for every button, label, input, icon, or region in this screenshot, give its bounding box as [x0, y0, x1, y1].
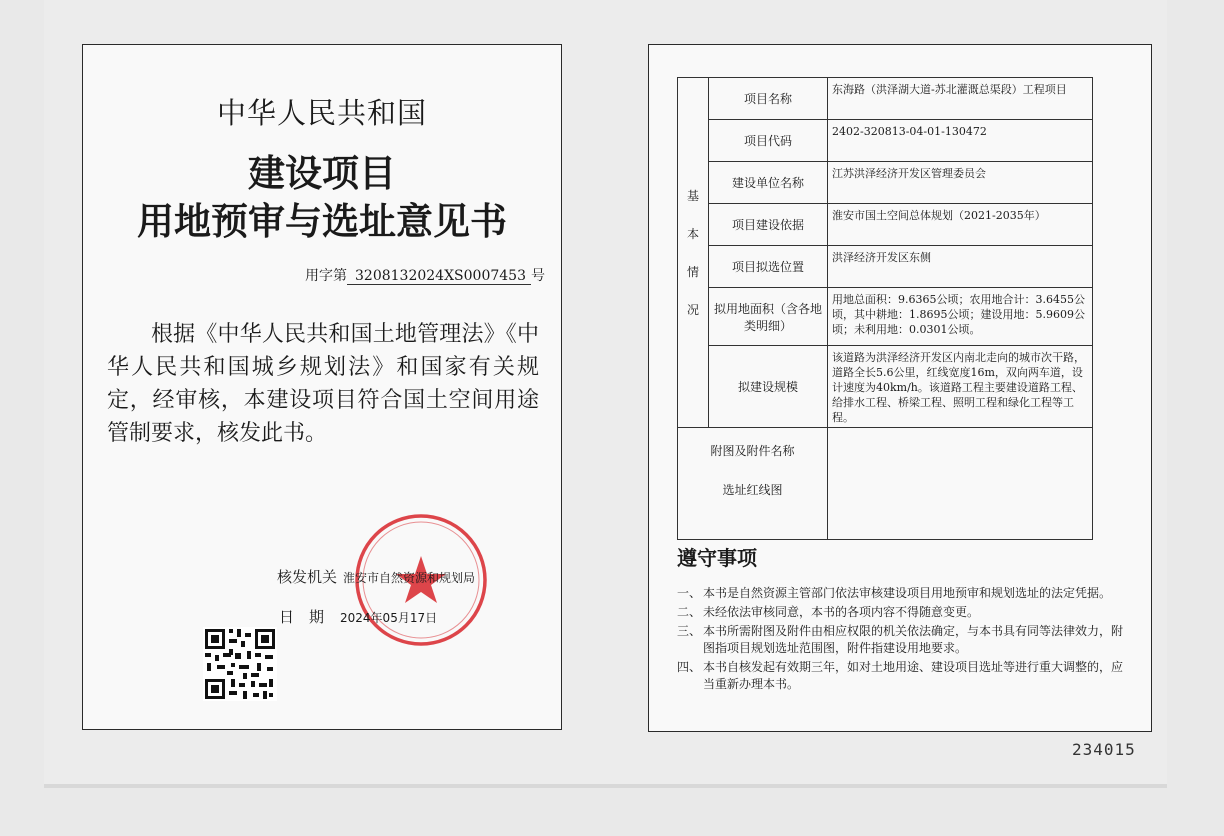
basic-info-table [677, 77, 1093, 540]
notice-item: 三、 本书所需附图及附件由相应权限的机关依法确定，与本书具有同等法律效力，附图指项目规划选址范围图，附件指建设用地要求。 [677, 624, 1124, 655]
row-value-scale: 该道路为洪泽经济开发区内南北走向的城市次干路，道路全长5.6公里，红线宽度16m，双向两车道，设计速度为40km/h。该道路工程主要建设道路工程、给排水工程、桥梁工程、照明工程和绿化工程等工程。 [828, 346, 1093, 428]
issuer-name: 淮安市自然资源和规划局 [343, 571, 476, 585]
attachment-item: 选址红线图 [722, 483, 783, 497]
notice-item: 二、 未经依法审核同意，本书的各项内容不得随意变更。 [677, 605, 980, 619]
date-label: 日 期 [279, 608, 325, 626]
notice-item: 一、 本书是自然资源主管部门依法审核建设项目用地预审和规划选址的法定凭据。 [677, 586, 1112, 600]
date-value: 2024年05月17日 [340, 611, 438, 625]
certificate-back-page [648, 44, 1152, 732]
document-number [305, 265, 545, 285]
qr-code [203, 627, 277, 701]
notice-list [677, 585, 1123, 695]
row-label-project-code: 项目代码 [709, 120, 828, 162]
row-value-land-area: 用地总面积：9.6365公顷；农用地合计：3.6455公顷，其中耕地：1.8695公顷；建设用地：5.9609公顷；未利用地：0.0301公顷。 [828, 288, 1093, 346]
title-line-2: 用地预审与选址意见书 [137, 200, 507, 243]
row-value-project-code: 2402-320813-04-01-130472 [828, 120, 1093, 162]
row-value-location: 洪泽经济开发区东侧 [828, 246, 1093, 288]
issuer-label: 核发机关 [277, 568, 338, 586]
row-value-basis: 淮安市国土空间总体规划（2021-2035年） [828, 204, 1093, 246]
document-number-suffix: 号 [531, 268, 545, 284]
row-label-developer: 建设单位名称 [709, 162, 828, 204]
country-heading: 中华人民共和国 [216, 96, 427, 130]
attachments-empty [828, 428, 1093, 540]
attachments-cell [678, 428, 828, 540]
row-value-developer: 江苏洪泽经济开发区管理委员会 [828, 162, 1093, 204]
row-label-location: 项目拟选位置 [709, 246, 828, 288]
certificate-front-page [82, 44, 562, 730]
approval-statement: 根据《中华人民共和国土地管理法》《中华人民共和国城乡规划法》和国家有关规定，经审核，本建设项目符合国土空间用途管制要求，核发此书。 [107, 322, 539, 446]
title-line-1: 建设项目 [248, 152, 396, 195]
row-label-scale: 拟建设规模 [709, 346, 828, 428]
attachments-label: 附图及附件名称 [710, 444, 795, 458]
section-label-basic-info: 基 本 情 况 [678, 78, 709, 428]
row-label-project-name: 项目名称 [709, 78, 828, 120]
serial-number: 234015 [1072, 740, 1136, 759]
row-label-basis: 项目建设依据 [709, 204, 828, 246]
row-label-land-area: 拟用地面积（含各地类明细） [709, 288, 828, 346]
issue-date [279, 606, 437, 627]
notice-title: 遵守事项 [677, 546, 757, 570]
document-number-value: 3208132024XS0007453 [347, 268, 531, 285]
issuing-authority [277, 566, 475, 587]
document-number-label: 用字第 [305, 268, 347, 284]
notice-item: 四、 本书自核发起有效期三年，如对土地用途、建设项目选址等进行重大调整的，应当重新办理本书。 [677, 660, 1124, 691]
row-value-project-name: 东海路（洪泽湖大道-苏北灌溉总渠段）工程项目 [828, 78, 1093, 120]
